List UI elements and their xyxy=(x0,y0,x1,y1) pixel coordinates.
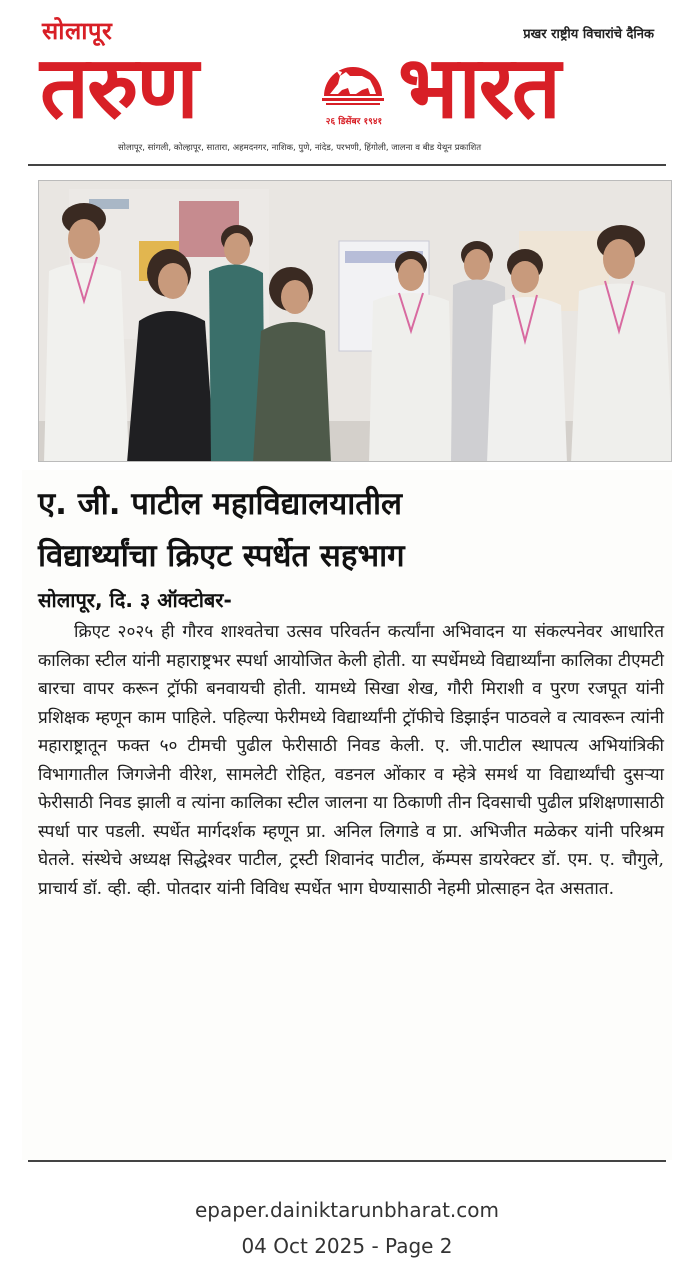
brand-name-right: भारत xyxy=(398,38,559,138)
article-body: क्रिएट २०२५ ही गौरव शाश्वतेचा उत्सव परिवर्तन कर्त्यांना अभिवादन या संकल्पनेवर आधारित कालिका स्टील यांनी महाराष्ट्रभर स्पर्धा आयोजित केली होती. या स्पर्धेमध्ये विद्यार्थ्यांना कालिका टीएमटी बारचा वापर करून ट्रॉफी बनवायची होती. यामध्ये सिखा शेख, गौरी मिराशी व पुरण रजपूत यांनी प्रशिक्षक म्हणून काम पाहिले. पहिल्या फेरीमध्ये विद्यार्थ्यांनी ट्रॉफीचे डिझाईन पाठवले व त्यावरून त्यांनी महाराष्ट्रातून फक्त ५० टीमची पुढील फेरीसाठी निवड केली. ए. जी.पाटील स्थापत्य अभियांत्रिकी विभागातील जिगजेनी वीरेश, सामलेटी रोहित, वडनल ओंकार व म्हेत्रे समर्थ या विद्यार्थ्यांची दुसऱ्या फेरीसाठी निवड झाली व त्यांना कालिका स्टील जालना या ठिकाणी तीन दिवसाची पुढील प्रशिक्षणासाठी स्पर्धा पार पडली. स्पर्धेत मार्गदर्शक म्हणून प्रा. अनिल लिगाडे व प्रा. अभिजीत मळेकर यांनी परिश्रम घेतले. संस्थेचे अध्यक्ष सिद्धेश्वर पाटील, ट्रस्टी शिवानंद पाटील, कॅम्पस डायरेक्टर डॉ. एम. ए. चौगुले, प्राचार्य डॉ. व्ही. व्ही. पोतदार यांनी विविध स्पर्धेत भाग घेण्यासाठी नेहमी प्रोत्साहन देत असतात. xyxy=(38,622,664,899)
epaper-url-link[interactable]: epaper.dainiktarunbharat.com xyxy=(194,1198,499,1222)
emblem-caption: २६ डिसेंबर १९४१ xyxy=(325,117,383,127)
editions-line: सोलापूर, सांगली, कोल्हापूर, सातारा, अहमदनगर, नाशिक, पुणे, नांदेड, परभणी, हिंगोली, जालना व बीड येथून प्रकाशित xyxy=(118,143,482,153)
bottom-divider xyxy=(28,1160,666,1162)
top-divider xyxy=(28,164,666,166)
article-headline xyxy=(38,478,658,582)
article-photo xyxy=(38,180,672,462)
headline-line-1: ए. जी. पाटील महाविद्यालयातील xyxy=(38,486,403,522)
group-photo-image xyxy=(39,181,672,462)
masthead xyxy=(0,0,694,168)
article-dateline: सोलापूर, दि. ३ ऑक्टोबर- xyxy=(38,588,232,612)
masthead-tagline: प्रखर राष्ट्रीय विचारांचे दैनिक xyxy=(523,27,654,42)
headline-line-2: विद्यार्थ्यांचा क्रिएट स्पर्धेत सहभाग xyxy=(38,538,405,574)
brand-name-left: तरुण xyxy=(40,38,197,138)
masthead-city: सोलापूर xyxy=(42,17,113,45)
edition-date-page: 04 Oct 2025 - Page 2 xyxy=(241,1234,453,1258)
